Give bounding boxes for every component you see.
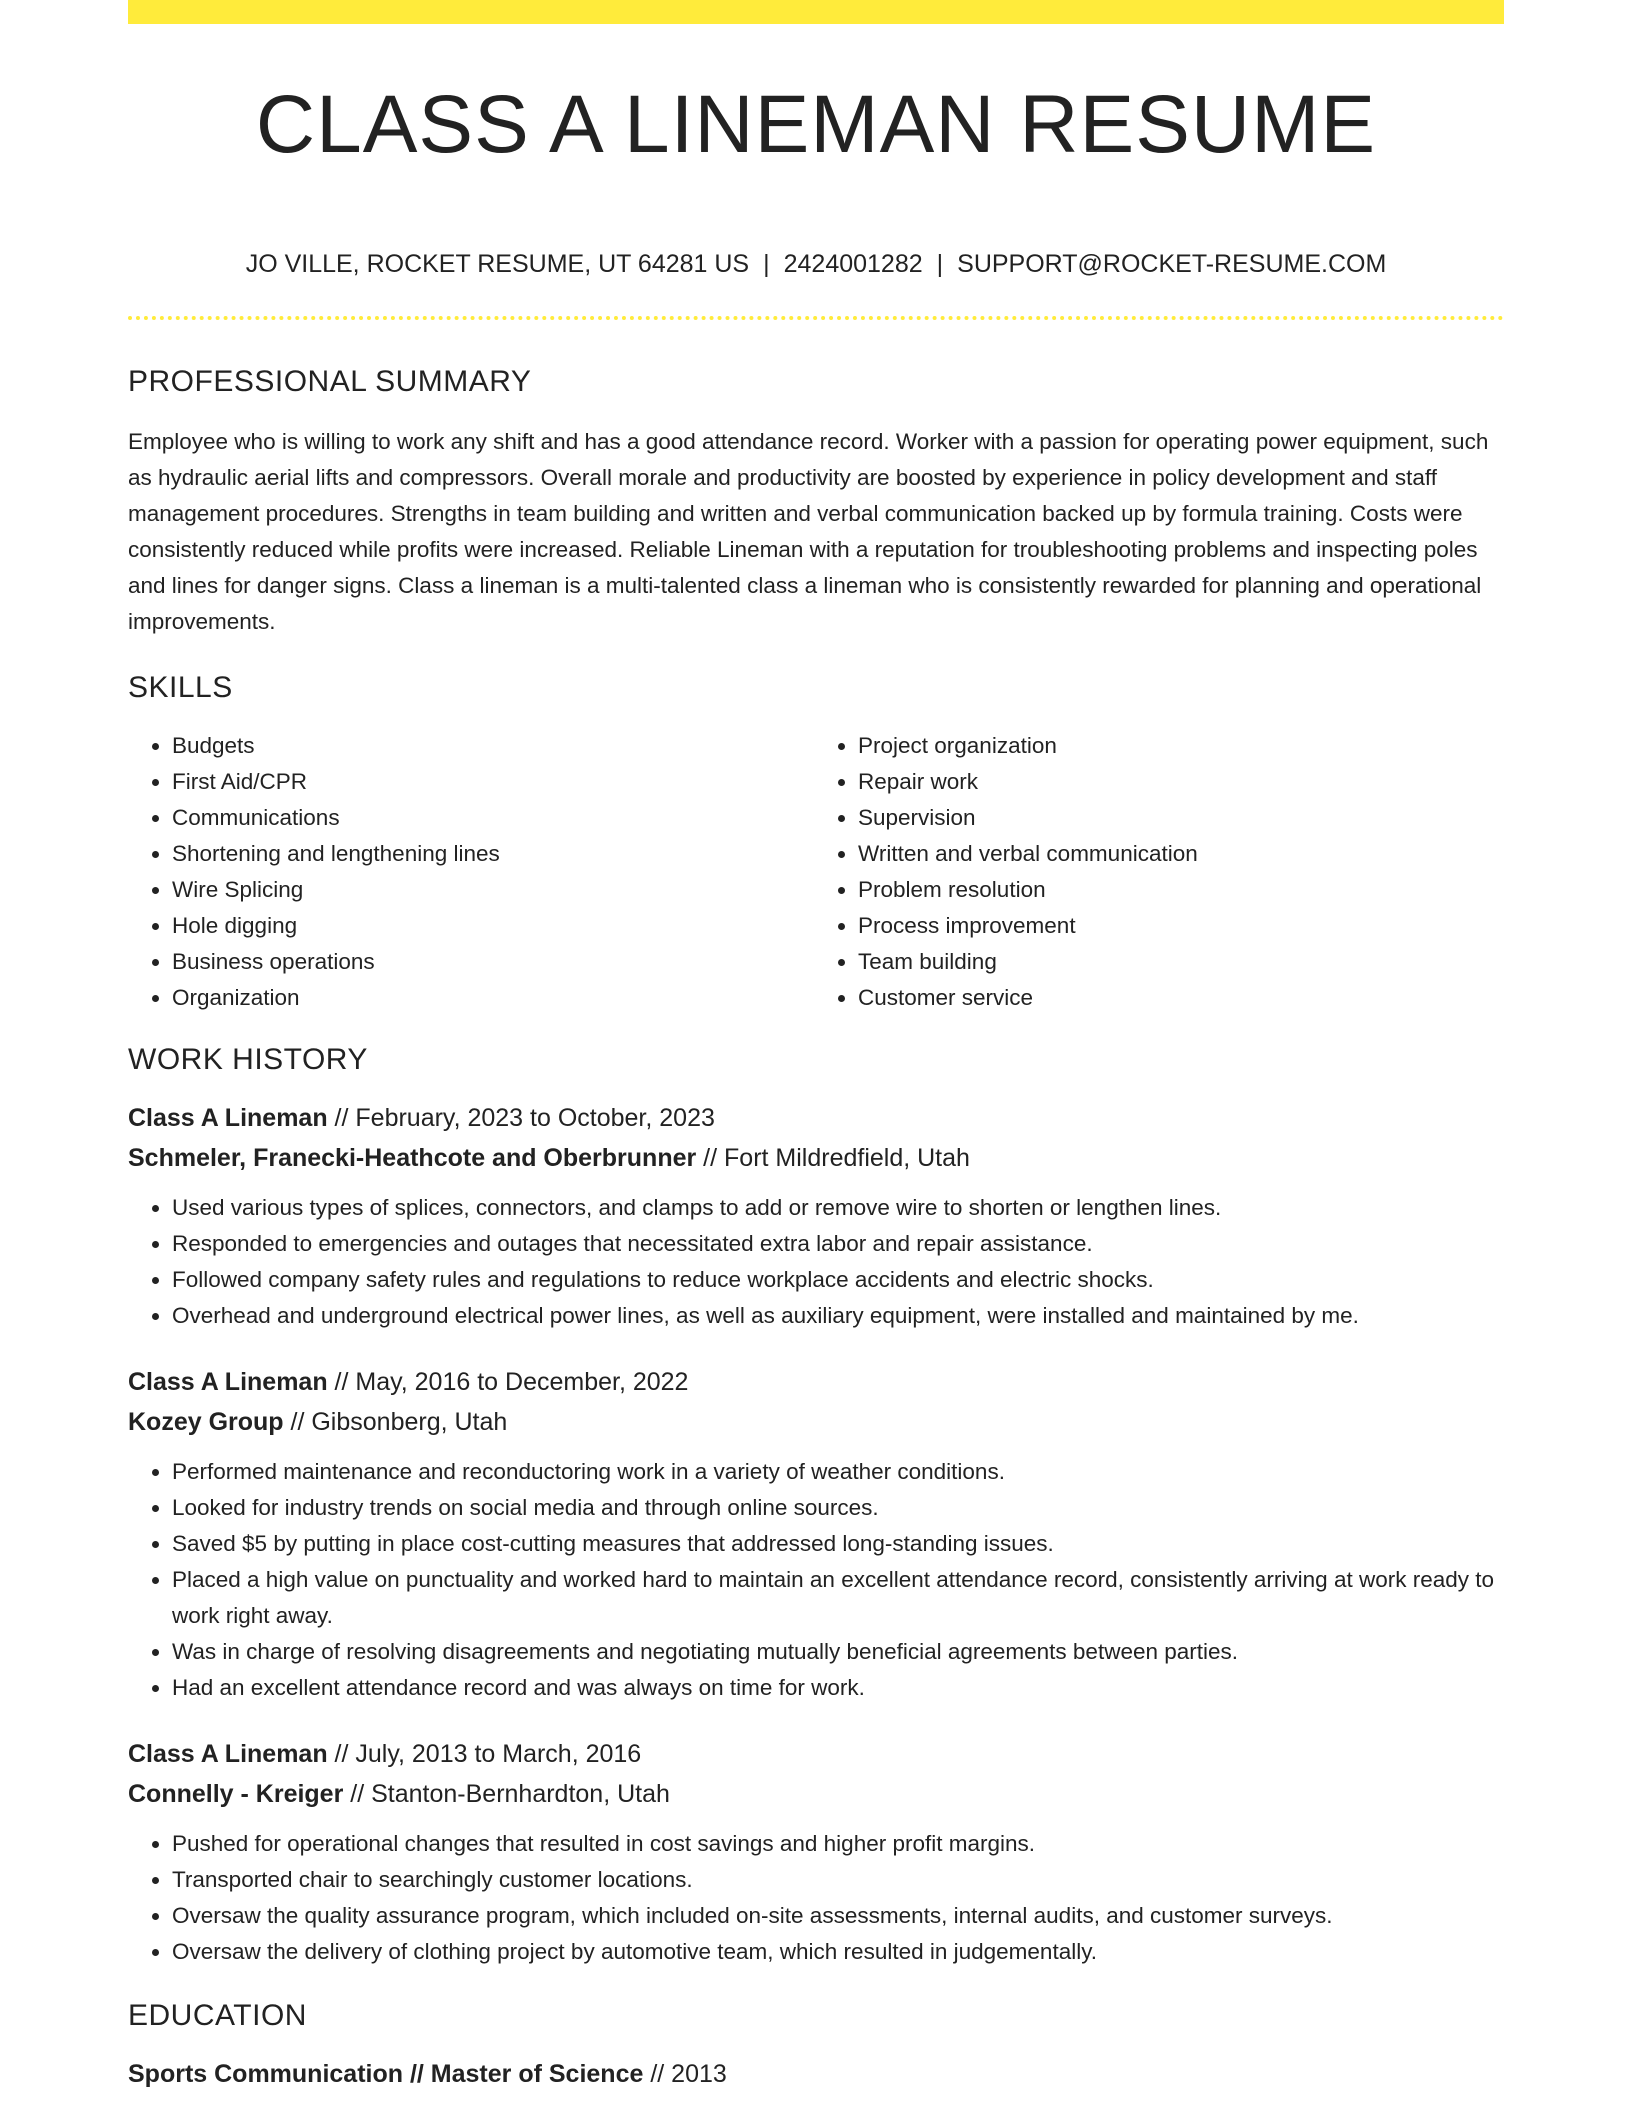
contact-phone: 2424001282 <box>783 250 923 278</box>
job-dates: // February, 2023 to October, 2023 <box>327 1104 715 1132</box>
skill-item: • Supervision <box>858 800 1492 836</box>
job-company-line <box>128 1138 1504 1178</box>
skill-item: • Shortening and lengthening lines <box>172 836 806 872</box>
job-entry <box>128 1362 1504 1706</box>
job-bullets <box>128 1826 1504 1970</box>
skill-item: • Project organization <box>858 728 1492 764</box>
job-bullet: • Oversaw the quality assurance program, which included on-site assessments, internal audits, and customer surveys. <box>172 1898 1504 1934</box>
dotted-divider <box>128 316 1504 320</box>
summary-text: Employee who is willing to work any shift and has a good attendance record. Worker with a passion for operating power equipment, such as hydraulic aerial lifts and compressors. Overall morale and productivity are boosted by experience in policy development and staff management procedures. Strengths in team building and written and verbal communication backed up by formula training. Costs were consistently reduced while profits were increased. Reliable Lineman with a reputation for troubleshooting problems and inspecting poles and lines for danger signs. Class a lineman is a multi-talented class a lineman who is consistently rewarded for planning and operational improvements. <box>128 429 1489 634</box>
job-location: // Stanton-Bernhardton, Utah <box>343 1780 670 1808</box>
job-bullet: • Used various types of splices, connectors, and clamps to add or remove wire to shorten or lengthen lines. <box>172 1190 1504 1226</box>
skill-item: • First Aid/CPR <box>172 764 806 800</box>
work-history-heading: WORK HISTORY <box>128 1043 368 1076</box>
job-bullets <box>128 1454 1504 1706</box>
job-entry <box>128 1098 1504 1334</box>
job-bullet: • Followed company safety rules and regulations to reduce workplace accidents and electric shocks. <box>172 1262 1504 1298</box>
skill-item: • Problem resolution <box>858 872 1492 908</box>
job-bullet: • Pushed for operational changes that resulted in cost savings and higher profit margins. <box>172 1826 1504 1862</box>
skill-item: • Budgets <box>172 728 806 764</box>
job-bullet: • Responded to emergencies and outages that necessitated extra labor and repair assistance. <box>172 1226 1504 1262</box>
job-company: Kozey Group <box>128 1408 284 1436</box>
job-location: // Fort Mildredfield, Utah <box>696 1144 970 1172</box>
skills-column-right <box>806 728 1492 1016</box>
skills-list <box>128 728 1504 1016</box>
contact-separator: | <box>763 250 770 278</box>
education-year: // 2013 <box>643 2060 727 2088</box>
job-bullet: • Saved $5 by putting in place cost-cutting measures that addressed long-standing issues. <box>172 1526 1504 1562</box>
skill-item: • Communications <box>172 800 806 836</box>
summary-heading: PROFESSIONAL SUMMARY <box>128 365 532 398</box>
education-entry <box>128 2054 1504 2094</box>
skill-item: • Team building <box>858 944 1492 980</box>
skill-item: • Process improvement <box>858 908 1492 944</box>
job-title-line <box>128 1362 1504 1402</box>
job-company-line <box>128 1402 1504 1442</box>
job-title: Class A Lineman <box>128 1368 328 1396</box>
skills-column-left <box>128 728 806 1016</box>
job-title: Class A Lineman <box>128 1104 328 1132</box>
job-bullet: • Overhead and underground electrical power lines, as well as auxiliary equipment, were installed and maintained by me. <box>172 1298 1504 1334</box>
job-dates: // July, 2013 to March, 2016 <box>327 1740 642 1768</box>
contact-separator: | <box>936 250 944 278</box>
job-bullet: • Looked for industry trends on social media and through online sources. <box>172 1490 1504 1526</box>
skill-item: • Wire Splicing <box>172 872 806 908</box>
contact-address: JO VILLE, ROCKET RESUME, UT 64281 US <box>245 250 750 278</box>
job-company: Connelly - Kreiger <box>128 1780 344 1808</box>
job-bullet: • Had an excellent attendance record and was always on time for work. <box>172 1670 1504 1706</box>
job-title: Class A Lineman <box>128 1740 328 1768</box>
job-company: Schmeler, Franecki-Heathcote and Oberbrunner <box>128 1144 697 1172</box>
job-entry <box>128 1734 1504 1970</box>
skills-heading: SKILLS <box>128 671 233 704</box>
skill-item: • Customer service <box>858 980 1492 1016</box>
skill-item: • Written and verbal communication <box>858 836 1492 872</box>
resume-title: CLASS A LINEMAN RESUME <box>255 79 1377 170</box>
skill-item: • Organization <box>172 980 806 1016</box>
skill-item: • Business operations <box>172 944 806 980</box>
accent-top-bar <box>128 0 1504 24</box>
job-bullets <box>128 1190 1504 1334</box>
contact-line <box>128 248 1504 280</box>
contact-email: SUPPORT@ROCKET-RESUME.COM <box>957 250 1387 278</box>
job-bullet: • Transported chair to searchingly customer locations. <box>172 1862 1504 1898</box>
job-company-line <box>128 1774 1504 1814</box>
job-location: // Gibsonberg, Utah <box>283 1408 508 1436</box>
skill-item: • Hole digging <box>172 908 806 944</box>
job-title-line <box>128 1098 1504 1138</box>
education-heading: EDUCATION <box>128 1999 307 2032</box>
job-bullet: • Oversaw the delivery of clothing project by automotive team, which resulted in judgementally. <box>172 1934 1504 1970</box>
education-degree: Sports Communication // Master of Science <box>128 2060 644 2088</box>
job-bullet: • Was in charge of resolving disagreements and negotiating mutually beneficial agreements between parties. <box>172 1634 1504 1670</box>
job-bullet: • Performed maintenance and reconductoring work in a variety of weather conditions. <box>172 1454 1504 1490</box>
resume-page <box>128 0 1504 2094</box>
skill-item: • Repair work <box>858 764 1492 800</box>
job-title-line <box>128 1734 1504 1774</box>
job-bullet: • Placed a high value on punctuality and worked hard to maintain an excellent attendance record, consistently arriving at work ready to work right away. <box>172 1562 1504 1634</box>
job-dates: // May, 2016 to December, 2022 <box>327 1368 689 1396</box>
